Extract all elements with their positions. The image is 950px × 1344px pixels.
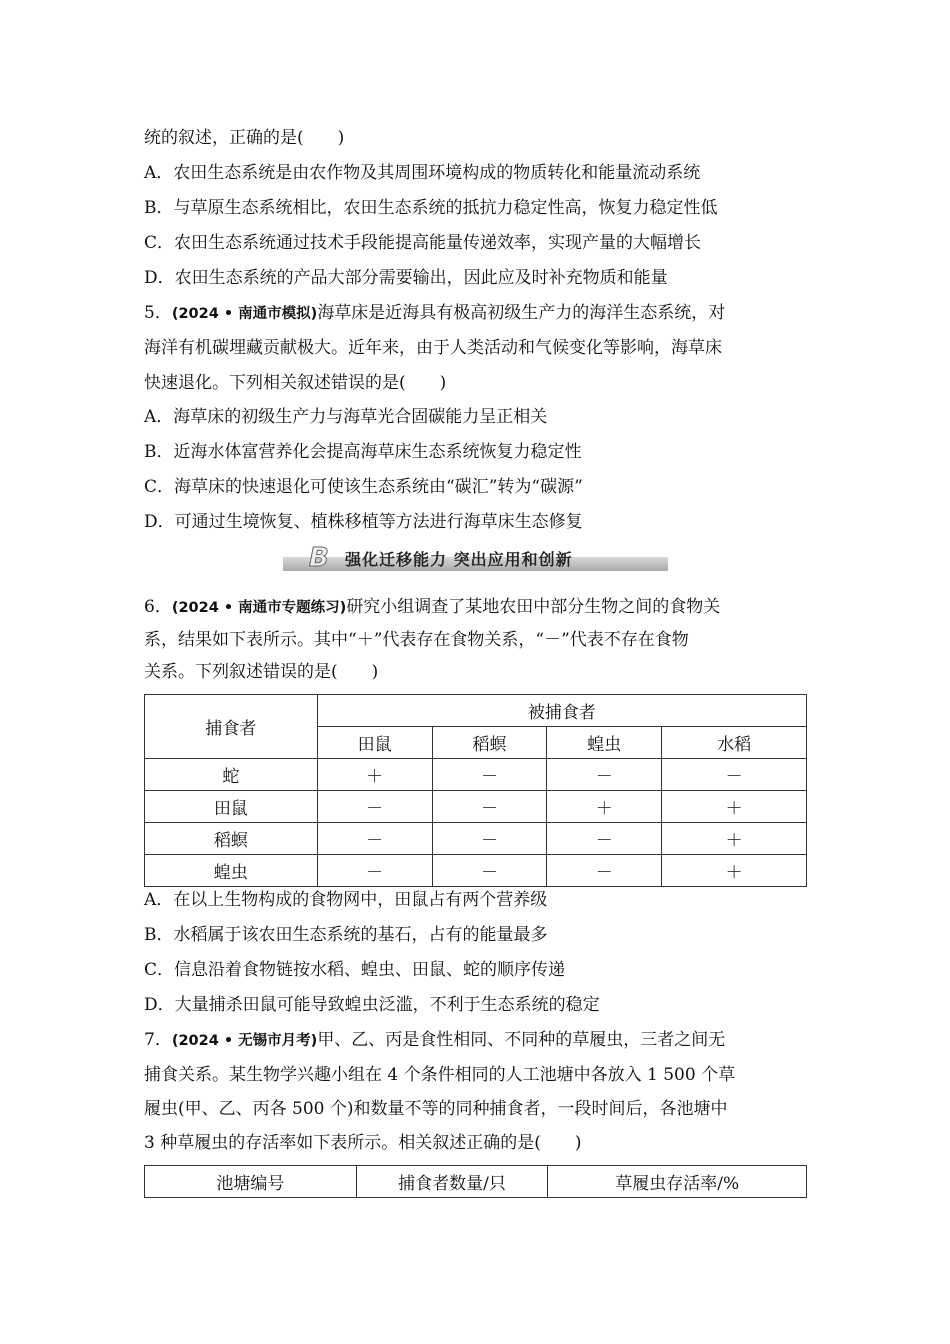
table-cell: － [432, 791, 547, 823]
table-cell: － [547, 823, 662, 855]
table-cell: － [317, 855, 432, 887]
table-row [145, 791, 807, 823]
table-cell: － [317, 823, 432, 855]
table-cell: － [547, 759, 662, 791]
row-header: 蝗虫 [145, 855, 318, 887]
q4-option-b: B．与草原生态系统相比，农田生态系统的抵抗力稳定性高，恢复力稳定性低 [144, 198, 718, 218]
q6-number: 6． [144, 597, 172, 617]
food-relation-table [144, 694, 807, 887]
q4-option-c: C．农田生态系统通过技术手段能提高能量传递效率，实现产量的大幅增长 [144, 233, 702, 253]
column-header: 水稻 [662, 727, 807, 759]
table-corner-header: 捕食者 [145, 695, 318, 759]
q5-stem-line-1 [144, 301, 808, 326]
table-cell: ＋ [317, 759, 432, 791]
table-cell: ＋ [662, 823, 807, 855]
table-row [145, 759, 807, 791]
table-row [145, 855, 807, 887]
q5-stem-line-3: 快速退化。下列相关叙述错误的是( ) [144, 373, 447, 393]
q7-stem-line-4: 3 种草履虫的存活率如下表所示。相关叙述正确的是( ) [144, 1133, 582, 1153]
q7-stem-line-1 [144, 1028, 808, 1053]
q4-option-d: D．农田生态系统的产品大部分需要输出，因此应及时补充物质和能量 [144, 268, 668, 288]
q7-number: 7． [144, 1030, 172, 1050]
q5-source: (2024 • 南通市模拟) [171, 306, 318, 322]
column-header: 池塘编号 [145, 1166, 357, 1198]
table-cell: － [662, 759, 807, 791]
table-cell: － [432, 823, 547, 855]
q6-option-b: B．水稻属于该农田生态系统的基石，占有的能量最多 [144, 925, 548, 945]
banner-title: 强化迁移能力 突出应用和创新 [345, 550, 573, 569]
survival-rate-table [144, 1165, 807, 1198]
q6-stem-line-2: 系，结果如下表所示。其中“＋”代表存在食物关系，“－”代表不存在食物 [144, 630, 689, 650]
table-cell: － [317, 791, 432, 823]
table-cell: － [432, 855, 547, 887]
q6-text-1: 研究小组调查了某地农田中部分生物之间的食物关 [346, 597, 721, 617]
q5-option-c: C．海草床的快速退化可使该生态系统由“碳汇”转为“碳源” [144, 477, 583, 497]
column-header: 蝗虫 [547, 727, 662, 759]
table-cell: － [547, 855, 662, 887]
q5-stem-line-2: 海洋有机碳埋藏贡献极大。近年来，由于人类活动和气候变化等影响，海草床 [144, 338, 722, 358]
column-header: 捕食者数量/只 [356, 1166, 548, 1198]
q4-stem: 统的叙述，正确的是( ) [144, 128, 345, 148]
q7-stem-line-3: 履虫(甲、乙、丙各 500 个)和数量不等的同种捕食者，一段时间后，各池塘中 [144, 1099, 728, 1119]
q6-stem-line-1 [144, 595, 808, 620]
row-header: 稻螟 [145, 823, 318, 855]
column-header: 草履虫存活率/% [548, 1166, 807, 1198]
q5-option-d: D．可通过生境恢复、植株移植等方法进行海草床生态修复 [144, 512, 583, 532]
table-group-header: 被捕食者 [317, 695, 806, 727]
table-cell: － [432, 759, 547, 791]
table-cell: ＋ [662, 791, 807, 823]
q7-text-1: 甲、乙、丙是食性相同、不同种的草履虫，三者之间无 [317, 1030, 726, 1050]
section-banner [283, 544, 668, 574]
q5-text-1: 海草床是近海具有极高初级生产力的海洋生态系统，对 [317, 303, 726, 323]
q4-option-a: A．农田生态系统是由农作物及其周围环境构成的物质转化和能量流动系统 [144, 163, 701, 183]
q6-source: (2024 • 南通市专题练习) [171, 600, 347, 616]
q7-source: (2024 • 无锡市月考) [171, 1033, 318, 1049]
q6-option-d: D．大量捕杀田鼠可能导致蝗虫泛滥，不利于生态系统的稳定 [144, 995, 600, 1015]
column-header: 稻螟 [432, 727, 547, 759]
table-row [145, 823, 807, 855]
row-header: 蛇 [145, 759, 318, 791]
q5-number: 5． [144, 303, 172, 323]
column-header: 田鼠 [317, 727, 432, 759]
q5-option-b: B．近海水体富营养化会提高海草床生态系统恢复力稳定性 [144, 442, 582, 462]
q5-option-a: A．海草床的初级生产力与海草光合固碳能力呈正相关 [144, 407, 548, 427]
q7-stem-line-2: 捕食关系。某生物学兴趣小组在 4 个条件相同的人工池塘中各放入 1 500 个草 [144, 1065, 736, 1085]
row-header: 田鼠 [145, 791, 318, 823]
table-cell: ＋ [662, 855, 807, 887]
q6-stem-line-3: 关系。下列叙述错误的是( ) [144, 662, 379, 682]
banner-letter-b: B [309, 543, 329, 573]
table-cell: ＋ [547, 791, 662, 823]
q6-option-c: C．信息沿着食物链按水稻、蝗虫、田鼠、蛇的顺序传递 [144, 960, 566, 980]
q6-option-a: A．在以上生物构成的食物网中，田鼠占有两个营养级 [144, 890, 548, 910]
